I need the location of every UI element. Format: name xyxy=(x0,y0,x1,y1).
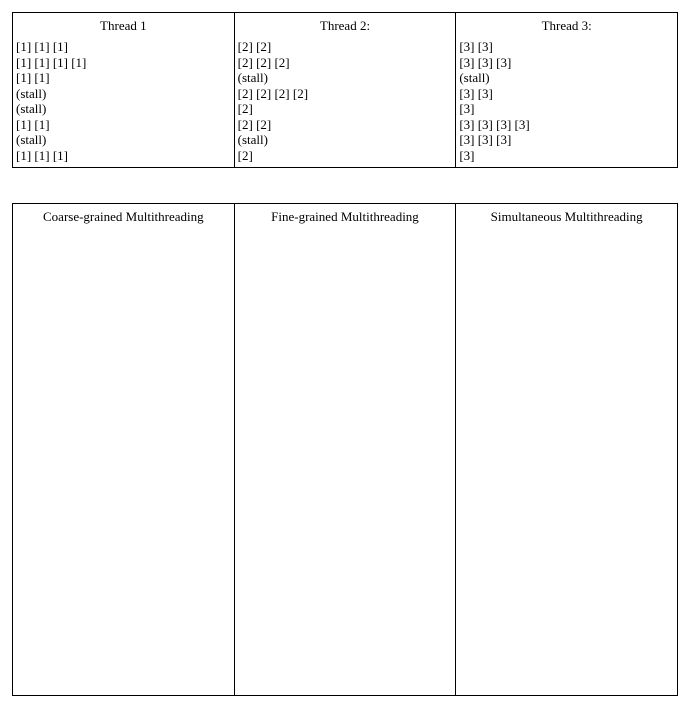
thread-2-cycle-7: (stall) xyxy=(237,132,268,147)
threads-header-row xyxy=(13,13,678,40)
coarse-grained-cell[interactable] xyxy=(13,230,235,696)
thread-3-cycle-3: (stall) xyxy=(459,70,490,85)
thread-2-cycle-5: [2] xyxy=(237,101,253,116)
thread-2-cycle-6: [2] [2] xyxy=(237,116,272,132)
thread-2-cycle-8: [2] xyxy=(237,147,253,163)
thread-1-cycle-2: [1] [1] [1] [1] xyxy=(16,54,87,70)
thread-3-cell xyxy=(456,39,678,168)
multithreading-table xyxy=(12,203,678,696)
thread-1-cycle-7: (stall) xyxy=(16,132,47,147)
thread-1-cell xyxy=(13,39,235,168)
thread-1-cycle-6: [1] [1] xyxy=(16,116,50,132)
fine-grained-header: Fine-grained Multithreading xyxy=(234,204,456,231)
thread-3-cycle-2: [3] [3] [3] xyxy=(459,54,512,70)
thread-2-cycle-3: (stall) xyxy=(237,70,268,85)
thread-3-cycle-4: [3] [3] xyxy=(459,85,493,101)
coarse-grained-header: Coarse-grained Multithreading xyxy=(13,204,235,231)
threads-body-row xyxy=(13,39,678,168)
simultaneous-cell[interactable] xyxy=(456,230,678,696)
thread-3-cycle-7: [3] [3] [3] xyxy=(459,132,512,147)
multithreading-header-row xyxy=(13,204,678,231)
thread-1-cycle-1: [1] [1] [1] xyxy=(16,39,68,54)
thread-3-cycle-1: [3] [3] xyxy=(459,39,493,54)
thread-3-cycle-8: [3] xyxy=(459,147,475,163)
thread-1-cycle-3: [1] [1] xyxy=(16,70,50,85)
thread-3-header: Thread 3: xyxy=(456,13,678,40)
thread-1-cycle-5: (stall) xyxy=(16,101,47,116)
fine-grained-cell[interactable] xyxy=(234,230,456,696)
simultaneous-header: Simultaneous Multithreading xyxy=(456,204,678,231)
thread-2-cycle-4: [2] [2] [2] [2] xyxy=(237,85,309,101)
thread-2-cycle-1: [2] [2] xyxy=(237,39,272,54)
multithreading-body-row xyxy=(13,230,678,696)
thread-2-cell xyxy=(234,39,456,168)
thread-2-cycle-2: [2] [2] [2] xyxy=(237,54,290,70)
thread-3-cycle-6: [3] [3] [3] [3] xyxy=(459,116,530,132)
thread-1-header: Thread 1 xyxy=(13,13,235,40)
thread-2-header: Thread 2: xyxy=(234,13,456,40)
thread-1-cycle-8: [1] [1] [1] xyxy=(16,147,68,163)
thread-3-cycle-5: [3] xyxy=(459,101,475,116)
threads-table xyxy=(12,12,678,168)
thread-1-cycle-4: (stall) xyxy=(16,85,47,101)
